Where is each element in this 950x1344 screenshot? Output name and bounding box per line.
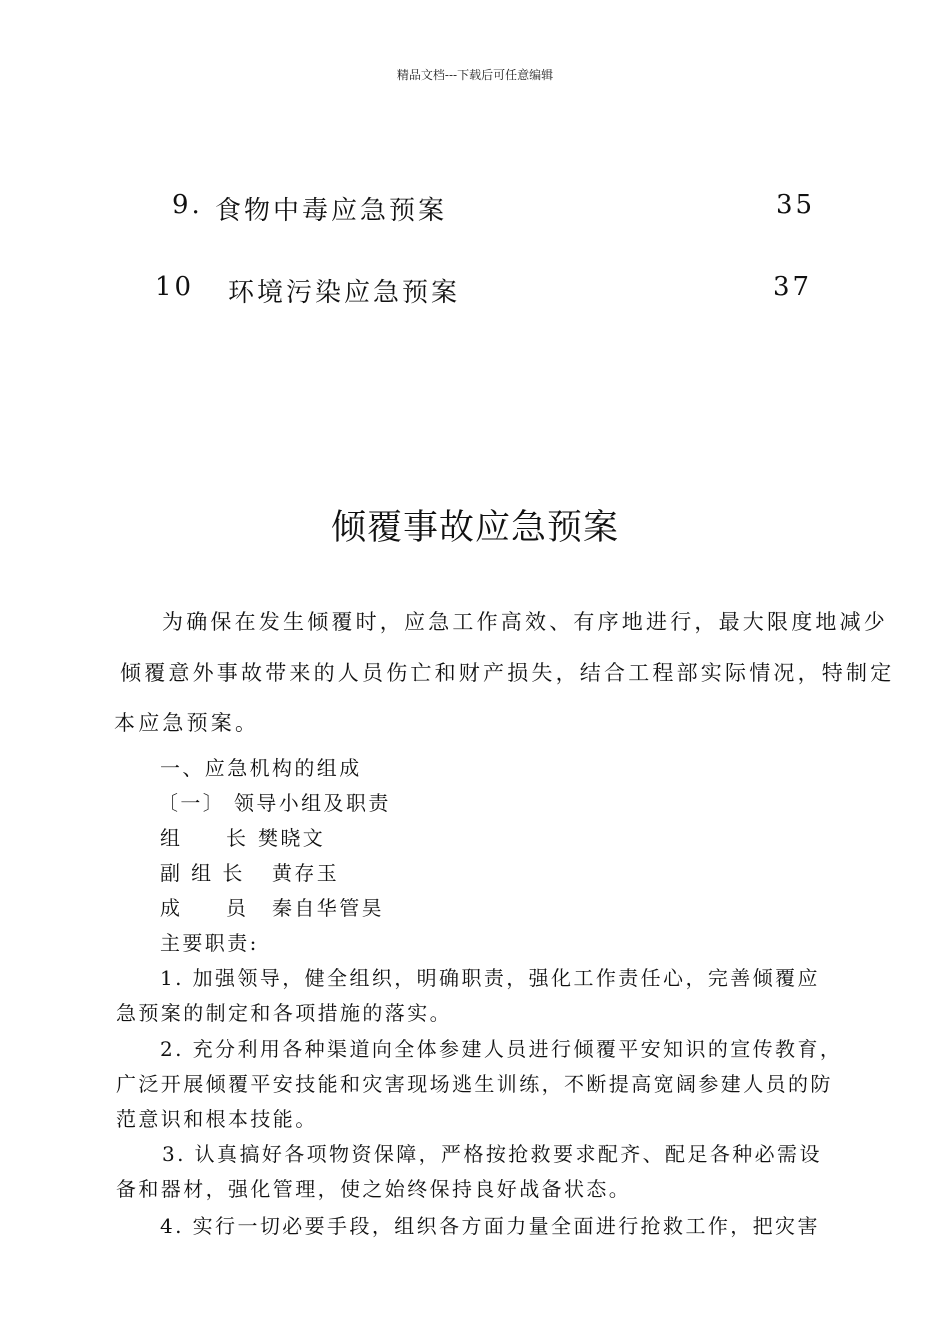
member-name: 黄存玉 [272,861,340,885]
member-role: 长 [226,826,249,850]
toc-item-page: 35 [776,190,816,220]
duty-line: 1. 加强领导，健全组织，明确职责，强化工作责任心，完善倾覆应 [160,966,820,990]
duty-line: 范意识和根本技能。 [116,1107,318,1131]
member-name: 樊晓文 [258,826,326,850]
duties-label: 主要职责: [160,931,259,955]
toc-item-page: 37 [773,272,813,302]
duty-line: 备和器材，强化管理，使之始终保持良好战备状态。 [116,1177,632,1201]
document-title: 倾覆事故应急预案 [330,508,619,548]
toc-item-title: 食物中毒应急预案 [215,196,448,226]
member-role: 副 组 长 [160,861,245,885]
toc-item-number: 10 [155,272,195,302]
page-header: 精品文档---下载后可任意编辑 [396,68,554,82]
intro-line: 为确保在发生倾覆时，应急工作高效、有序地进行，最大限度地减少 [162,610,888,634]
intro-line: 倾覆意外事故带来的人员伤亡和财产损失，结合工程部实际情况，特制定 [120,661,895,685]
member-name: 秦自华管昊 [272,896,384,920]
duty-line: 2. 充分利用各种渠道向全体参建人员进行倾覆平安知识的宣传教育， [160,1037,843,1061]
section-heading: 一、应急机构的组成 [160,756,362,780]
duty-line: 4. 实行一切必要手段，组织各方面力量全面进行抢救工作，把灾害 [160,1214,820,1238]
duty-line: 急预案的制定和各项措施的落实。 [116,1001,452,1025]
member-role: 成 [160,896,183,920]
member-role: 员 [226,896,249,920]
duty-line: 3. 认真搞好各项物资保障，严格按抢救要求配齐、配足各种必需设 [162,1142,822,1166]
toc-item-number: 9. [172,190,203,220]
sub-heading: 〔一〕 领导小组及职责 [158,791,391,815]
duty-line: 广泛开展倾覆平安技能和灾害现场逃生训练，不断提高宽阔参建人员的防 [116,1072,833,1096]
intro-line: 本应急预案。 [114,711,260,735]
member-role: 组 [160,826,183,850]
toc-item-title: 环境污染应急预案 [228,278,461,308]
